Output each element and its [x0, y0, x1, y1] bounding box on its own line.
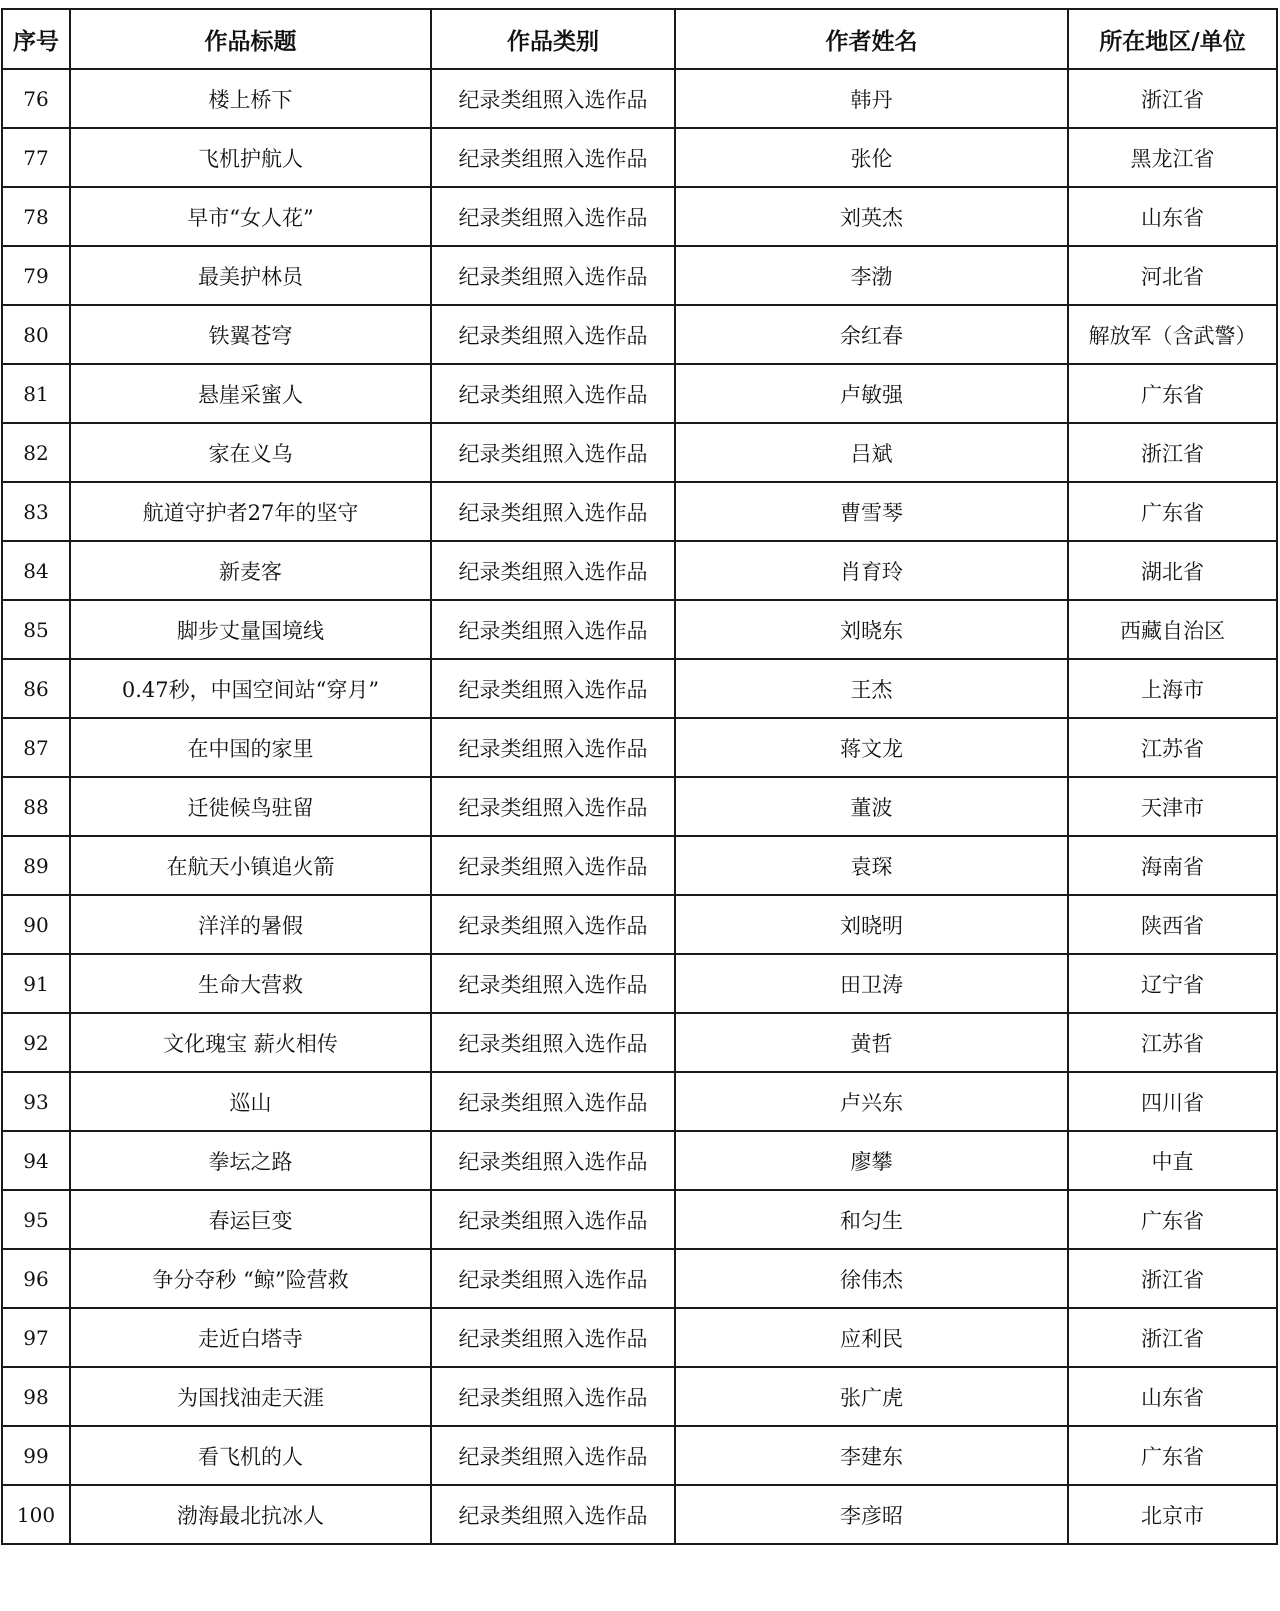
- cell-title: 迁徙候鸟驻留: [70, 777, 431, 836]
- cell-index: 82: [2, 423, 70, 482]
- table-row: [2, 246, 1277, 305]
- cell-title: 新麦客: [70, 541, 431, 600]
- cell-region: 陕西省: [1068, 895, 1277, 954]
- cell-title: 在中国的家里: [70, 718, 431, 777]
- cell-region: 山东省: [1068, 1367, 1277, 1426]
- table-row: [2, 541, 1277, 600]
- cell-title: 航道守护者27年的坚守: [70, 482, 431, 541]
- cell-index: 88: [2, 777, 70, 836]
- table-header: [2, 9, 1277, 69]
- cell-title: 春运巨变: [70, 1190, 431, 1249]
- cell-author: 应利民: [675, 1308, 1068, 1367]
- cell-category: 纪录类组照入选作品: [431, 1190, 675, 1249]
- cell-author: 李彦昭: [675, 1485, 1068, 1544]
- cell-region: 广东省: [1068, 1426, 1277, 1485]
- cell-category: 纪录类组照入选作品: [431, 1131, 675, 1190]
- table-body: [2, 69, 1277, 1544]
- cell-region: 浙江省: [1068, 1249, 1277, 1308]
- cell-category: 纪录类组照入选作品: [431, 659, 675, 718]
- cell-category: 纪录类组照入选作品: [431, 246, 675, 305]
- cell-author: 黄哲: [675, 1013, 1068, 1072]
- cell-title: 争分夺秒 “鲸”险营救: [70, 1249, 431, 1308]
- cell-author: 刘晓明: [675, 895, 1068, 954]
- cell-author: 董波: [675, 777, 1068, 836]
- award-list-table: [1, 8, 1278, 1545]
- table-row: [2, 482, 1277, 541]
- table-row: [2, 187, 1277, 246]
- cell-index: 98: [2, 1367, 70, 1426]
- cell-index: 89: [2, 836, 70, 895]
- table-row: [2, 305, 1277, 364]
- cell-title: 巡山: [70, 1072, 431, 1131]
- cell-index: 85: [2, 600, 70, 659]
- cell-author: 肖育玲: [675, 541, 1068, 600]
- cell-category: 纪录类组照入选作品: [431, 836, 675, 895]
- cell-category: 纪录类组照入选作品: [431, 128, 675, 187]
- cell-index: 96: [2, 1249, 70, 1308]
- cell-index: 90: [2, 895, 70, 954]
- table-row: [2, 1190, 1277, 1249]
- cell-title: 洋洋的暑假: [70, 895, 431, 954]
- table-row: [2, 1426, 1277, 1485]
- cell-region: 四川省: [1068, 1072, 1277, 1131]
- cell-title: 为国找油走天涯: [70, 1367, 431, 1426]
- table-row: [2, 600, 1277, 659]
- table-row: [2, 69, 1277, 128]
- cell-title: 悬崖采蜜人: [70, 364, 431, 423]
- cell-title: 生命大营救: [70, 954, 431, 1013]
- table-row: [2, 1131, 1277, 1190]
- cell-index: 76: [2, 69, 70, 128]
- cell-index: 77: [2, 128, 70, 187]
- cell-index: 100: [2, 1485, 70, 1544]
- cell-title: 脚步丈量国境线: [70, 600, 431, 659]
- cell-title: 0.47秒，中国空间站“穿月”: [70, 659, 431, 718]
- table-row: [2, 1485, 1277, 1544]
- cell-index: 78: [2, 187, 70, 246]
- cell-author: 卢敏强: [675, 364, 1068, 423]
- table-row: [2, 1249, 1277, 1308]
- cell-region: 浙江省: [1068, 69, 1277, 128]
- cell-region: 广东省: [1068, 482, 1277, 541]
- cell-category: 纪录类组照入选作品: [431, 1072, 675, 1131]
- cell-index: 99: [2, 1426, 70, 1485]
- cell-index: 83: [2, 482, 70, 541]
- cell-title: 楼上桥下: [70, 69, 431, 128]
- cell-region: 江苏省: [1068, 718, 1277, 777]
- cell-author: 蒋文龙: [675, 718, 1068, 777]
- cell-index: 95: [2, 1190, 70, 1249]
- cell-category: 纪录类组照入选作品: [431, 718, 675, 777]
- table-row: [2, 1072, 1277, 1131]
- table-row: [2, 836, 1277, 895]
- cell-category: 纪录类组照入选作品: [431, 1308, 675, 1367]
- table-row: [2, 1308, 1277, 1367]
- header-index: 序号: [2, 9, 70, 69]
- cell-author: 韩丹: [675, 69, 1068, 128]
- cell-category: 纪录类组照入选作品: [431, 1426, 675, 1485]
- cell-region: 江苏省: [1068, 1013, 1277, 1072]
- cell-author: 和匀生: [675, 1190, 1068, 1249]
- cell-title: 走近白塔寺: [70, 1308, 431, 1367]
- cell-author: 张广虎: [675, 1367, 1068, 1426]
- cell-category: 纪录类组照入选作品: [431, 187, 675, 246]
- cell-region: 海南省: [1068, 836, 1277, 895]
- cell-title: 文化瑰宝 薪火相传: [70, 1013, 431, 1072]
- cell-index: 97: [2, 1308, 70, 1367]
- cell-region: 河北省: [1068, 246, 1277, 305]
- cell-category: 纪录类组照入选作品: [431, 895, 675, 954]
- table-row: [2, 659, 1277, 718]
- cell-author: 李渤: [675, 246, 1068, 305]
- cell-title: 家在义乌: [70, 423, 431, 482]
- cell-author: 卢兴东: [675, 1072, 1068, 1131]
- cell-author: 张伦: [675, 128, 1068, 187]
- cell-index: 86: [2, 659, 70, 718]
- cell-category: 纪录类组照入选作品: [431, 482, 675, 541]
- cell-category: 纪录类组照入选作品: [431, 1013, 675, 1072]
- cell-author: 田卫涛: [675, 954, 1068, 1013]
- cell-title: 看飞机的人: [70, 1426, 431, 1485]
- cell-category: 纪录类组照入选作品: [431, 1367, 675, 1426]
- table-row: [2, 777, 1277, 836]
- header-category: 作品类别: [431, 9, 675, 69]
- cell-title: 拳坛之路: [70, 1131, 431, 1190]
- cell-index: 91: [2, 954, 70, 1013]
- table-row: [2, 954, 1277, 1013]
- cell-title: 渤海最北抗冰人: [70, 1485, 431, 1544]
- cell-category: 纪录类组照入选作品: [431, 1485, 675, 1544]
- cell-index: 81: [2, 364, 70, 423]
- cell-index: 93: [2, 1072, 70, 1131]
- cell-category: 纪录类组照入选作品: [431, 777, 675, 836]
- cell-title: 早市“女人花”: [70, 187, 431, 246]
- header-row: [2, 9, 1277, 69]
- cell-region: 西藏自治区: [1068, 600, 1277, 659]
- cell-title: 在航天小镇追火箭: [70, 836, 431, 895]
- cell-region: 浙江省: [1068, 423, 1277, 482]
- table-row: [2, 128, 1277, 187]
- cell-author: 徐伟杰: [675, 1249, 1068, 1308]
- cell-author: 袁琛: [675, 836, 1068, 895]
- cell-category: 纪录类组照入选作品: [431, 1249, 675, 1308]
- cell-region: 湖北省: [1068, 541, 1277, 600]
- cell-category: 纪录类组照入选作品: [431, 954, 675, 1013]
- cell-index: 79: [2, 246, 70, 305]
- table-row: [2, 895, 1277, 954]
- cell-author: 廖攀: [675, 1131, 1068, 1190]
- cell-region: 中直: [1068, 1131, 1277, 1190]
- cell-author: 余红春: [675, 305, 1068, 364]
- cell-author: 刘晓东: [675, 600, 1068, 659]
- cell-category: 纪录类组照入选作品: [431, 423, 675, 482]
- cell-region: 天津市: [1068, 777, 1277, 836]
- table-row: [2, 718, 1277, 777]
- table-row: [2, 1013, 1277, 1072]
- header-region: 所在地区/单位: [1068, 9, 1277, 69]
- cell-region: 山东省: [1068, 187, 1277, 246]
- cell-region: 北京市: [1068, 1485, 1277, 1544]
- cell-title: 最美护林员: [70, 246, 431, 305]
- header-title: 作品标题: [70, 9, 431, 69]
- cell-title: 铁翼苍穹: [70, 305, 431, 364]
- cell-index: 84: [2, 541, 70, 600]
- cell-author: 吕斌: [675, 423, 1068, 482]
- cell-region: 黑龙江省: [1068, 128, 1277, 187]
- cell-author: 李建东: [675, 1426, 1068, 1485]
- cell-category: 纪录类组照入选作品: [431, 305, 675, 364]
- cell-index: 87: [2, 718, 70, 777]
- cell-index: 80: [2, 305, 70, 364]
- header-author: 作者姓名: [675, 9, 1068, 69]
- cell-region: 广东省: [1068, 364, 1277, 423]
- cell-category: 纪录类组照入选作品: [431, 541, 675, 600]
- cell-title: 飞机护航人: [70, 128, 431, 187]
- cell-region: 解放军（含武警）: [1068, 305, 1277, 364]
- cell-region: 广东省: [1068, 1190, 1277, 1249]
- cell-region: 上海市: [1068, 659, 1277, 718]
- table-row: [2, 423, 1277, 482]
- table-row: [2, 364, 1277, 423]
- cell-region: 辽宁省: [1068, 954, 1277, 1013]
- cell-category: 纪录类组照入选作品: [431, 69, 675, 128]
- cell-author: 曹雪琴: [675, 482, 1068, 541]
- cell-category: 纪录类组照入选作品: [431, 600, 675, 659]
- cell-author: 王杰: [675, 659, 1068, 718]
- cell-author: 刘英杰: [675, 187, 1068, 246]
- table-row: [2, 1367, 1277, 1426]
- cell-index: 94: [2, 1131, 70, 1190]
- cell-region: 浙江省: [1068, 1308, 1277, 1367]
- cell-category: 纪录类组照入选作品: [431, 364, 675, 423]
- cell-index: 92: [2, 1013, 70, 1072]
